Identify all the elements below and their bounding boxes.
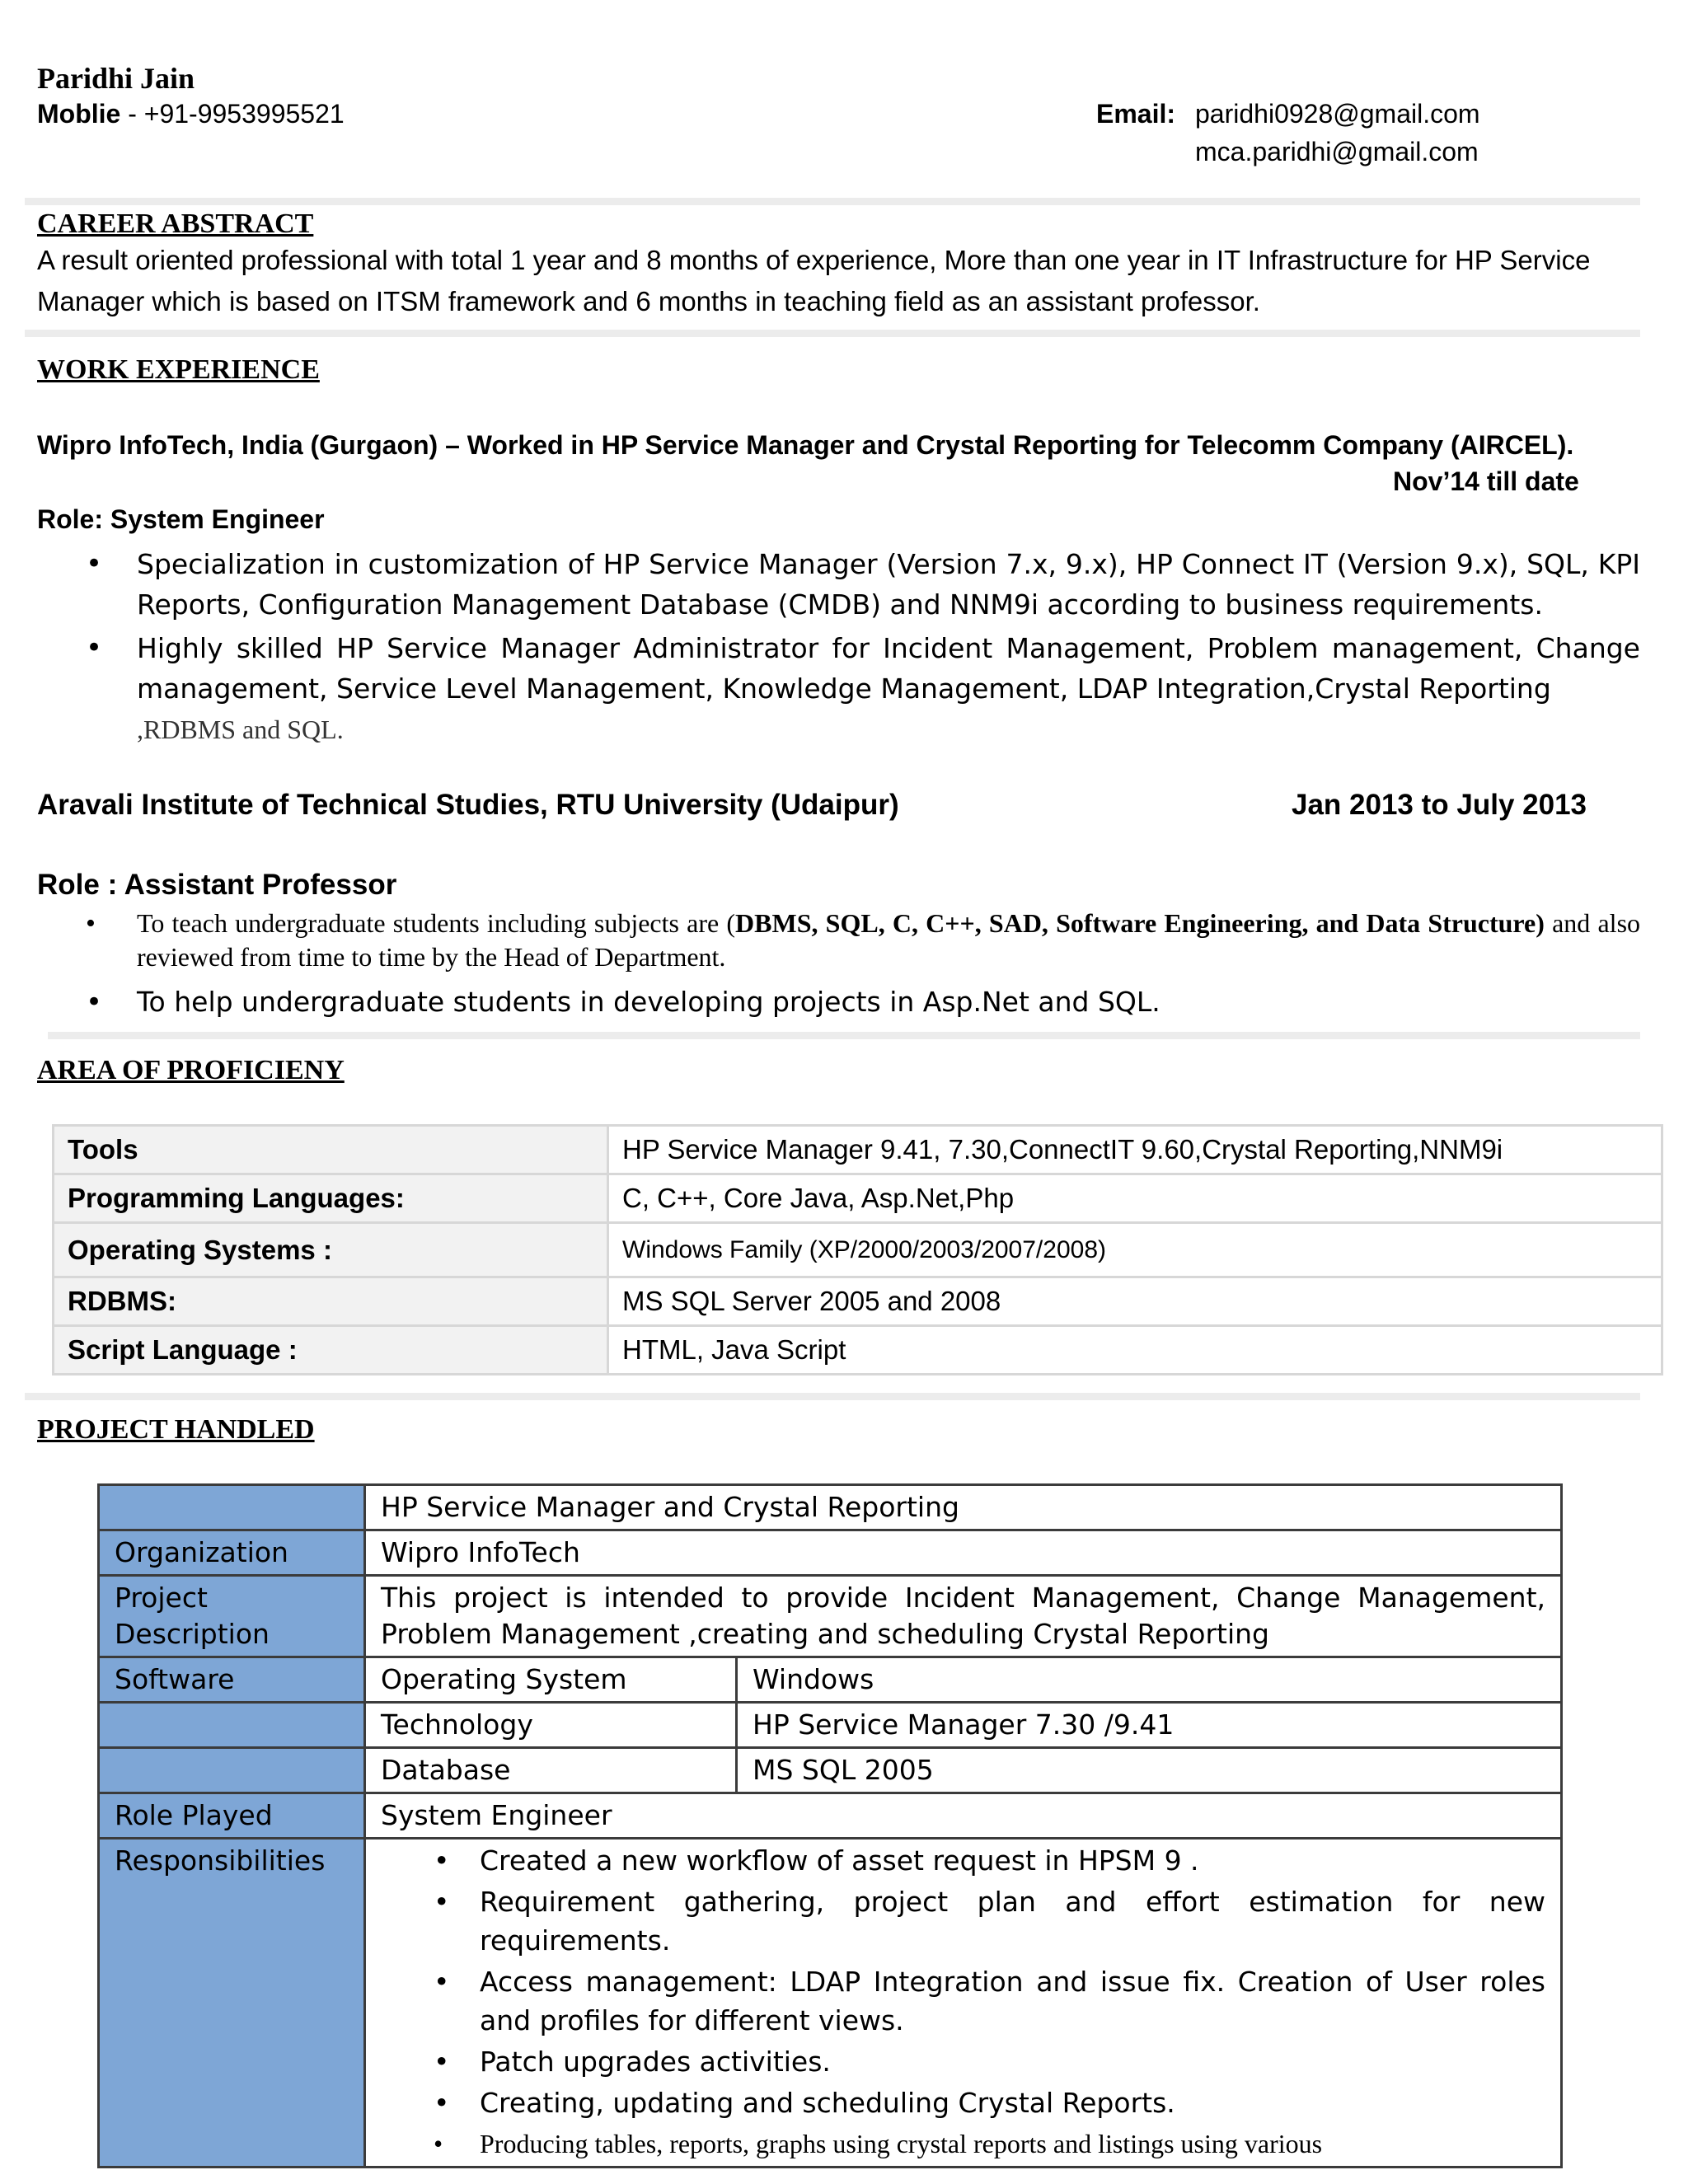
career-abstract-heading: CAREER ABSTRACT	[37, 209, 314, 239]
career-abstract-text: A result oriented professional with total 1 year and 8 months of experience, More than one year in IT Infrastructure for HP Service Manager which is based on ITSM framework and 6 months in teaching field as an assistant professor.	[37, 245, 1591, 316]
software-label: Software	[99, 1657, 365, 1703]
list-item: • Patch upgrades activities.	[381, 2042, 1545, 2081]
software-key: Database	[365, 1748, 737, 1793]
role-value: System Engineer	[365, 1793, 1562, 1839]
list-item: • Highly skilled HP Service Manager Administrator for Incident Management, Problem management, Change management, Service Level Management, Knowledge Management, LDAP Integration,Crystal Reporting ,RDBMS and SQL.	[37, 628, 1640, 750]
proficiency-heading: AREA OF PROFICIENY	[37, 1055, 345, 1085]
table-row	[99, 1657, 1562, 1703]
section-divider	[48, 1032, 1640, 1039]
table-row	[54, 1326, 1662, 1375]
proficiency-key: RDBMS:	[54, 1277, 608, 1326]
software-key: Operating System	[365, 1657, 737, 1703]
section-divider	[25, 1393, 1640, 1400]
project-title: HP Service Manager and Crystal Reporting	[365, 1485, 1562, 1530]
proficiency-table	[52, 1124, 1663, 1376]
list-item: • Producing tables, reports, graphs using crystal reports and listings using various	[381, 2125, 1545, 2163]
list-item: • Requirement gathering, project plan and effort estimation for new requirements.	[381, 1882, 1545, 1960]
role-label: Role Played	[99, 1793, 365, 1839]
table-row	[54, 1126, 1662, 1174]
software-label-cell	[99, 1703, 365, 1748]
job1-date: Nov’14 till date	[1393, 466, 1579, 496]
description-label: Project Description	[99, 1576, 365, 1657]
list-item: • Specialization in customization of HP Service Manager (Version 7.x, 9.x), HP Connect IT (Version 9.x), SQL, KPI Reports, Configuration Management Database (CMDB) and NNM9i according to business requirements.	[37, 544, 1640, 625]
list-item: • To help undergraduate students in developing projects in Asp.Net and SQL.	[37, 982, 1640, 1022]
mobile-label: Moblie	[37, 99, 121, 129]
software-value: MS SQL 2005	[737, 1748, 1562, 1793]
software-value: Windows	[737, 1657, 1562, 1703]
proficiency-key: Programming Languages:	[54, 1174, 608, 1223]
software-value: HP Service Manager 7.30 /9.41	[737, 1703, 1562, 1748]
email-label: Email:	[1096, 99, 1176, 129]
responsibilities-list	[381, 1841, 1545, 2163]
mobile-number: - +91-9953995521	[120, 99, 345, 129]
organization-value: Wipro InfoTech	[365, 1530, 1562, 1576]
section-divider	[25, 330, 1640, 337]
proficiency-key: Tools	[54, 1126, 608, 1174]
mobile-line	[37, 99, 345, 129]
software-label-cell	[99, 1748, 365, 1793]
project-table	[97, 1483, 1563, 2168]
proficiency-value: HP Service Manager 9.41, 7.30,ConnectIT 9.60,Crystal Reporting,NNM9i	[608, 1126, 1662, 1174]
description-value: This project is intended to provide Incident Management, Change Management, Problem Management ,creating and scheduling Crystal Reporting	[365, 1576, 1562, 1657]
organization-label: Organization	[99, 1530, 365, 1576]
job1-bullet-list	[37, 544, 1640, 750]
candidate-name: Paridhi Jain	[37, 62, 195, 95]
table-row	[99, 1748, 1562, 1793]
job2-date: Jan 2013 to July 2013	[1292, 789, 1587, 821]
job2-bullet-list	[37, 907, 1640, 1022]
software-key: Technology	[365, 1703, 737, 1748]
email-secondary[interactable]: mca.paridhi@gmail.com	[1195, 137, 1479, 166]
project-heading: PROJECT HANDLED	[37, 1414, 315, 1445]
job1-bullet2-tail: ,RDBMS and SQL.	[137, 715, 344, 744]
table-row	[99, 1576, 1562, 1657]
responsibilities-cell	[365, 1839, 1562, 2168]
table-row	[54, 1223, 1662, 1277]
project-label-cell	[99, 1485, 365, 1530]
email-primary[interactable]: paridhi0928@gmail.com	[1195, 99, 1480, 129]
job1-role: Role: System Engineer	[37, 504, 325, 534]
list-item: • Creating, updating and scheduling Crystal Reports.	[381, 2083, 1545, 2122]
table-row	[54, 1174, 1662, 1223]
section-divider	[25, 198, 1640, 205]
proficiency-key: Script Language :	[54, 1326, 608, 1375]
responsibilities-label: Responsibilities	[99, 1839, 365, 2168]
proficiency-value: C, C++, Core Java, Asp.Net,Php	[608, 1174, 1662, 1223]
proficiency-value: HTML, Java Script	[608, 1326, 1662, 1375]
table-row	[54, 1277, 1662, 1326]
table-row	[99, 1839, 1562, 2168]
proficiency-value: Windows Family (XP/2000/2003/2007/2008)	[608, 1223, 1662, 1277]
table-row	[99, 1530, 1562, 1576]
list-item: • Access management: LDAP Integration and issue fix. Creation of User roles and profiles for different views.	[381, 1962, 1545, 2040]
table-row	[99, 1485, 1562, 1530]
job2-title: Aravali Institute of Technical Studies, RTU University (Udaipur)	[37, 789, 899, 821]
job2-role: Role : Assistant Professor	[37, 869, 397, 901]
table-row	[99, 1703, 1562, 1748]
list-item: • Created a new workflow of asset request in HPSM 9 .	[381, 1841, 1545, 1880]
job1-title: Wipro InfoTech, India (Gurgaon) – Worked in HP Service Manager and Crystal Reporting for Telecomm Company (AIRCEL).	[37, 430, 1574, 460]
table-row	[99, 1793, 1562, 1839]
list-item: • To teach undergraduate students including subjects are (DBMS, SQL, C, C++, SAD, Software Engineering, and Data Structure) and also reviewed from time to time by the Head of Department.	[37, 907, 1640, 974]
proficiency-value: MS SQL Server 2005 and 2008	[608, 1277, 1662, 1326]
proficiency-key: Operating Systems :	[54, 1223, 608, 1277]
work-experience-heading: WORK EXPERIENCE	[37, 354, 320, 385]
